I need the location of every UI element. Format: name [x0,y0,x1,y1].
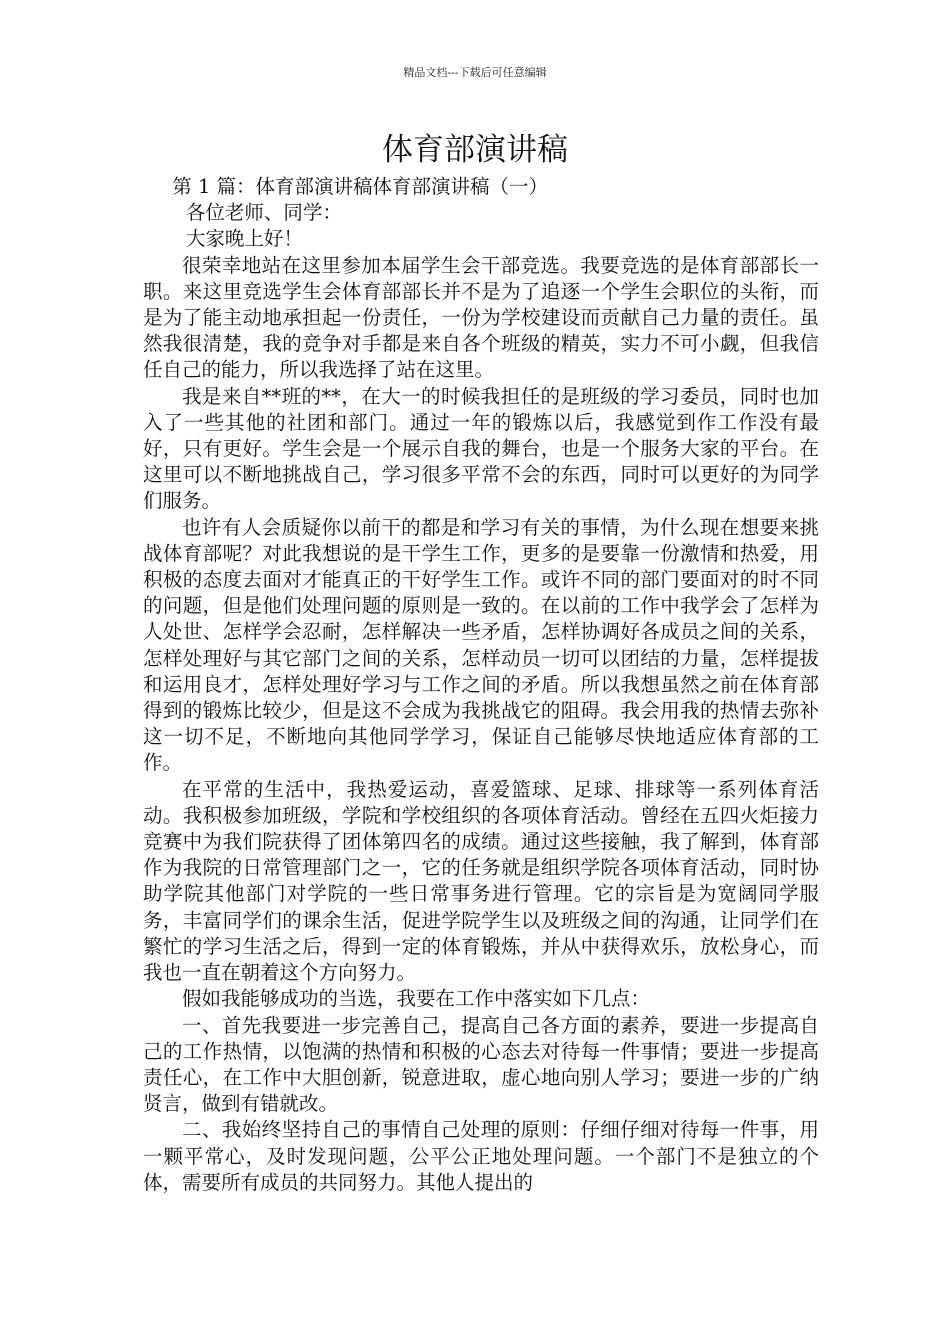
paragraph-body: 很荣幸地站在这里参加本届学生会干部竞选。我要竞选的是体育部部长一职。来这里竞选学生会体育部部长并不是为了追逐一个学生会职位的头衔，而是为了能主动地承担起一份责任，一份为学校建设而贡献自己力量的责任。虽然我很清楚，我的竞争对手都是来自各个班级的精英，实力不可小觑，但我信任自己的能力，所以我选择了站在这里。 [143,253,819,382]
paragraph-body: 一、首先我要进一步完善自己，提高自己各方面的素养，要进一步提高自己的工作热情，以饱满的热情和积极的心态去对待每一件事情；要进一步提高责任心，在工作中大胆创新，锐意进取，虚心地向别人学习；要进一步的广纳贤言，做到有错就改。 [143,1013,819,1116]
page-header-watermark: 精品文档---下载后可任意编辑 [403,66,547,79]
paragraph-body: 在平常的生活中，我热爱运动，喜爱篮球、足球、排球等一系列体育活动。我积极参加班级，学院和学校组织的各项体育活动。曾经在五四火炬接力竞赛中为我们院获得了团体第四名的成绩。通过这些接触，我了解到，体育部作为我院的日常管理部门之一，它的任务就是组织学院各项体育活动，同时协助学院其他部门对学院的一些日常事务进行管理。它的宗旨是为宽阔同学服务，丰富同学们的课余生活，促进学院学生以及班级之间的沟通，让同学们在繁忙的学习生活之后，得到一定的体育锻炼，并从中获得欢乐，放松身心，而我也一直在朝着这个方向努力。 [143,777,819,985]
paragraph-body: 假如我能够成功的当选，我要在工作中落实如下几点： [182,987,651,1011]
paragraph-greeting: 大家晚上好！ [185,227,303,251]
document-subtitle: 第 1 篇：体育部演讲稿体育部演讲稿（一） [172,175,549,198]
document-body [143,174,819,1196]
paragraph-body: 二、我始终坚持自己的事情自己处理的原则：仔细仔细对待每一件事，用一颗平常心，及时发现问题，公平公正地处理问题。一个部门不是独立的个体，需要所有成员的共同努力。其他人提出的 [143,1118,819,1194]
paragraph-body: 也许有人会质疑你以前干的都是和学习有关的事情，为什么现在想要来挑战体育部呢？对此我想说的是干学生工作，更多的是要靠一份激情和热爱，用积极的态度去面对才能真正的干好学生工作。或许不同的部门要面对的时不同的问题，但是他们处理问题的原则是一致的。在以前的工作中我学会了怎样为人处世、怎样学会忍耐，怎样解决一些矛盾，怎样协调好各成员之间的关系，怎样处理好与其它部门之间的关系，怎样动员一切可以团结的力量，怎样提拔和运用良才，怎样处理好学习与工作之间的矛盾。所以我想虽然之前在体育部得到的锻炼比较少，但是这不会成为我挑战它的阻碍。我会用我的热情去弥补这一切不足，不断地向其他同学学习，保证自己能够尽快地适应体育部的工作。 [143,515,819,775]
document-title: 体育部演讲稿 [382,132,568,168]
paragraph-body: 我是来自**班的**，在大一的时候我担任的是班级的学习委员，同时也加入了一些其他的社团和部门。通过一年的锻炼以后，我感觉到作工作没有最好，只有更好。学生会是一个展示自我的舞台，也是一个服务大家的平台。在这里可以不断地挑战自己，学习很多平常不会的东西，同时可以更好的为同学们服务。 [143,384,819,513]
paragraph-salutation: 各位老师、同学： [185,201,342,225]
